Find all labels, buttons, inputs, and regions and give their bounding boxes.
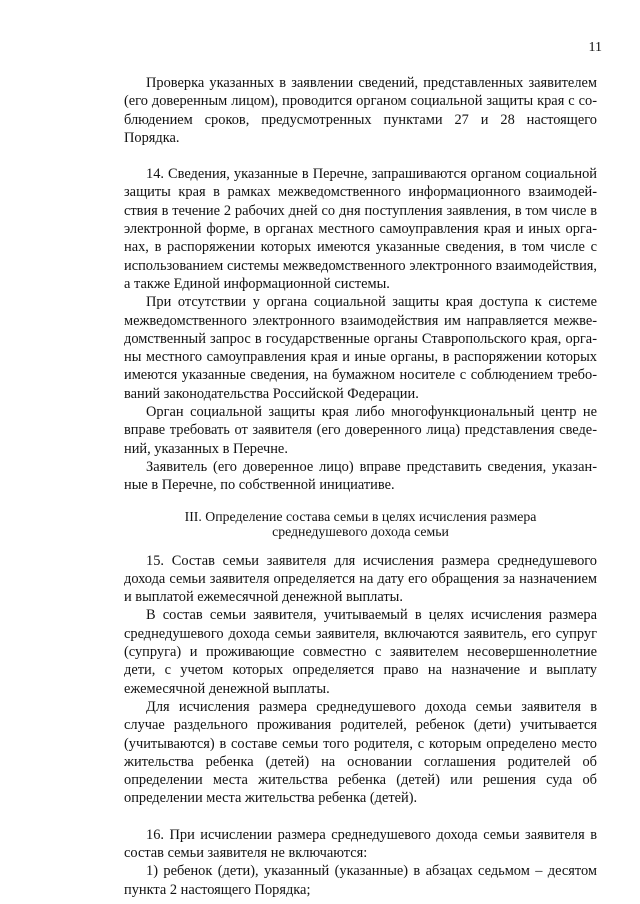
paragraph-15-separate: Для исчисления размера среднедушевого дохода семьи заявителя в случае раздельного проживания родителей, ребенок (дети) учитывается (учитываются) в составе семьи того родителя, с которым определено место жительства ребенка (детей) на основании соглашения родителей об определении места жительства ребенка (детей) или решения суда об определении места жительства ребенка (детей). — [124, 698, 597, 807]
paragraph-gap — [124, 147, 597, 165]
paragraph-14: 14. Сведения, указанные в Перечне, запрашиваются органом социальной защиты края в рамках межведомственного информационного взаимодействия в течение 2 рабочих дней со дня поступления заявления, в том числе в электронной форме, в органах местного самоуправления края и иных органах, в распоряжении которых имеются указанные сведения, в том числе с использованием системы межведомственного электронного взаимодействия, а также Единой информационной системы. — [124, 166, 597, 292]
paragraph-14-no-access: При отсутствии у органа социальной защиты края доступа к системе межведомственного электронного взаимодействия им направляется межведомственный запрос в государственные органы Ставропольского края, органы местного самоуправления края и иные органы, в распоряжении которых имеются указанные сведения, на бумажном носителе с соблюдением требований законодательства Российской Федерации. — [124, 294, 597, 402]
paragraph-verification: Проверка указанных в заявлении сведений, представленных заявителем (его доверенным лицом), проводится органом социальной защиты края с соблюдением сроков, предусмотренных пунктами 27 и 28 настоящего Порядка. — [124, 75, 597, 146]
paragraph-15: 15. Состав семьи заявителя для исчисления размера среднедушевого дохода семьи заявителя определяется на дату его обращения за назначением и выплатой ежемесячной денежной выплаты. — [124, 552, 597, 606]
page-number: 11 — [588, 40, 602, 55]
section-heading — [124, 509, 597, 540]
section-heading-line: среднедушевого дохода семьи — [272, 524, 449, 540]
paragraph-14-no-require: Орган социальной защиты края либо многофункциональный центр не вправе требовать от заявителя (его доверенного лица) представления сведений, указанных в Перечне. — [124, 404, 597, 457]
paragraph-15-members: В состав семьи заявителя, учитываемый в целях исчисления размера среднедушевого дохода семьи заявителя, включаются заявитель, его супруг (супруга) и проживающие совместно с заявителем несовершеннолетние дети, с учетом которых определяется право на назначение и выплату ежемесячной денежной выплаты. — [124, 607, 597, 697]
paragraph-16-item-1: 1) ребенок (дети), указанный (указанные) в абзацах седьмом – десятом пункта 2 настоящего Порядка; — [124, 863, 597, 898]
document-body — [124, 74, 597, 899]
section-heading-line: III. Определение состава семьи в целях исчисления размера — [184, 508, 537, 524]
paragraph-gap — [124, 808, 597, 826]
paragraph-16: 16. При исчислении размера среднедушевого дохода семьи заявителя в состав семьи заявителя не включаются: — [124, 826, 597, 861]
paragraph-14-initiative: Заявитель (его доверенное лицо) вправе представить сведения, указанные в Перечне, по собственной инициативе. — [124, 458, 597, 494]
